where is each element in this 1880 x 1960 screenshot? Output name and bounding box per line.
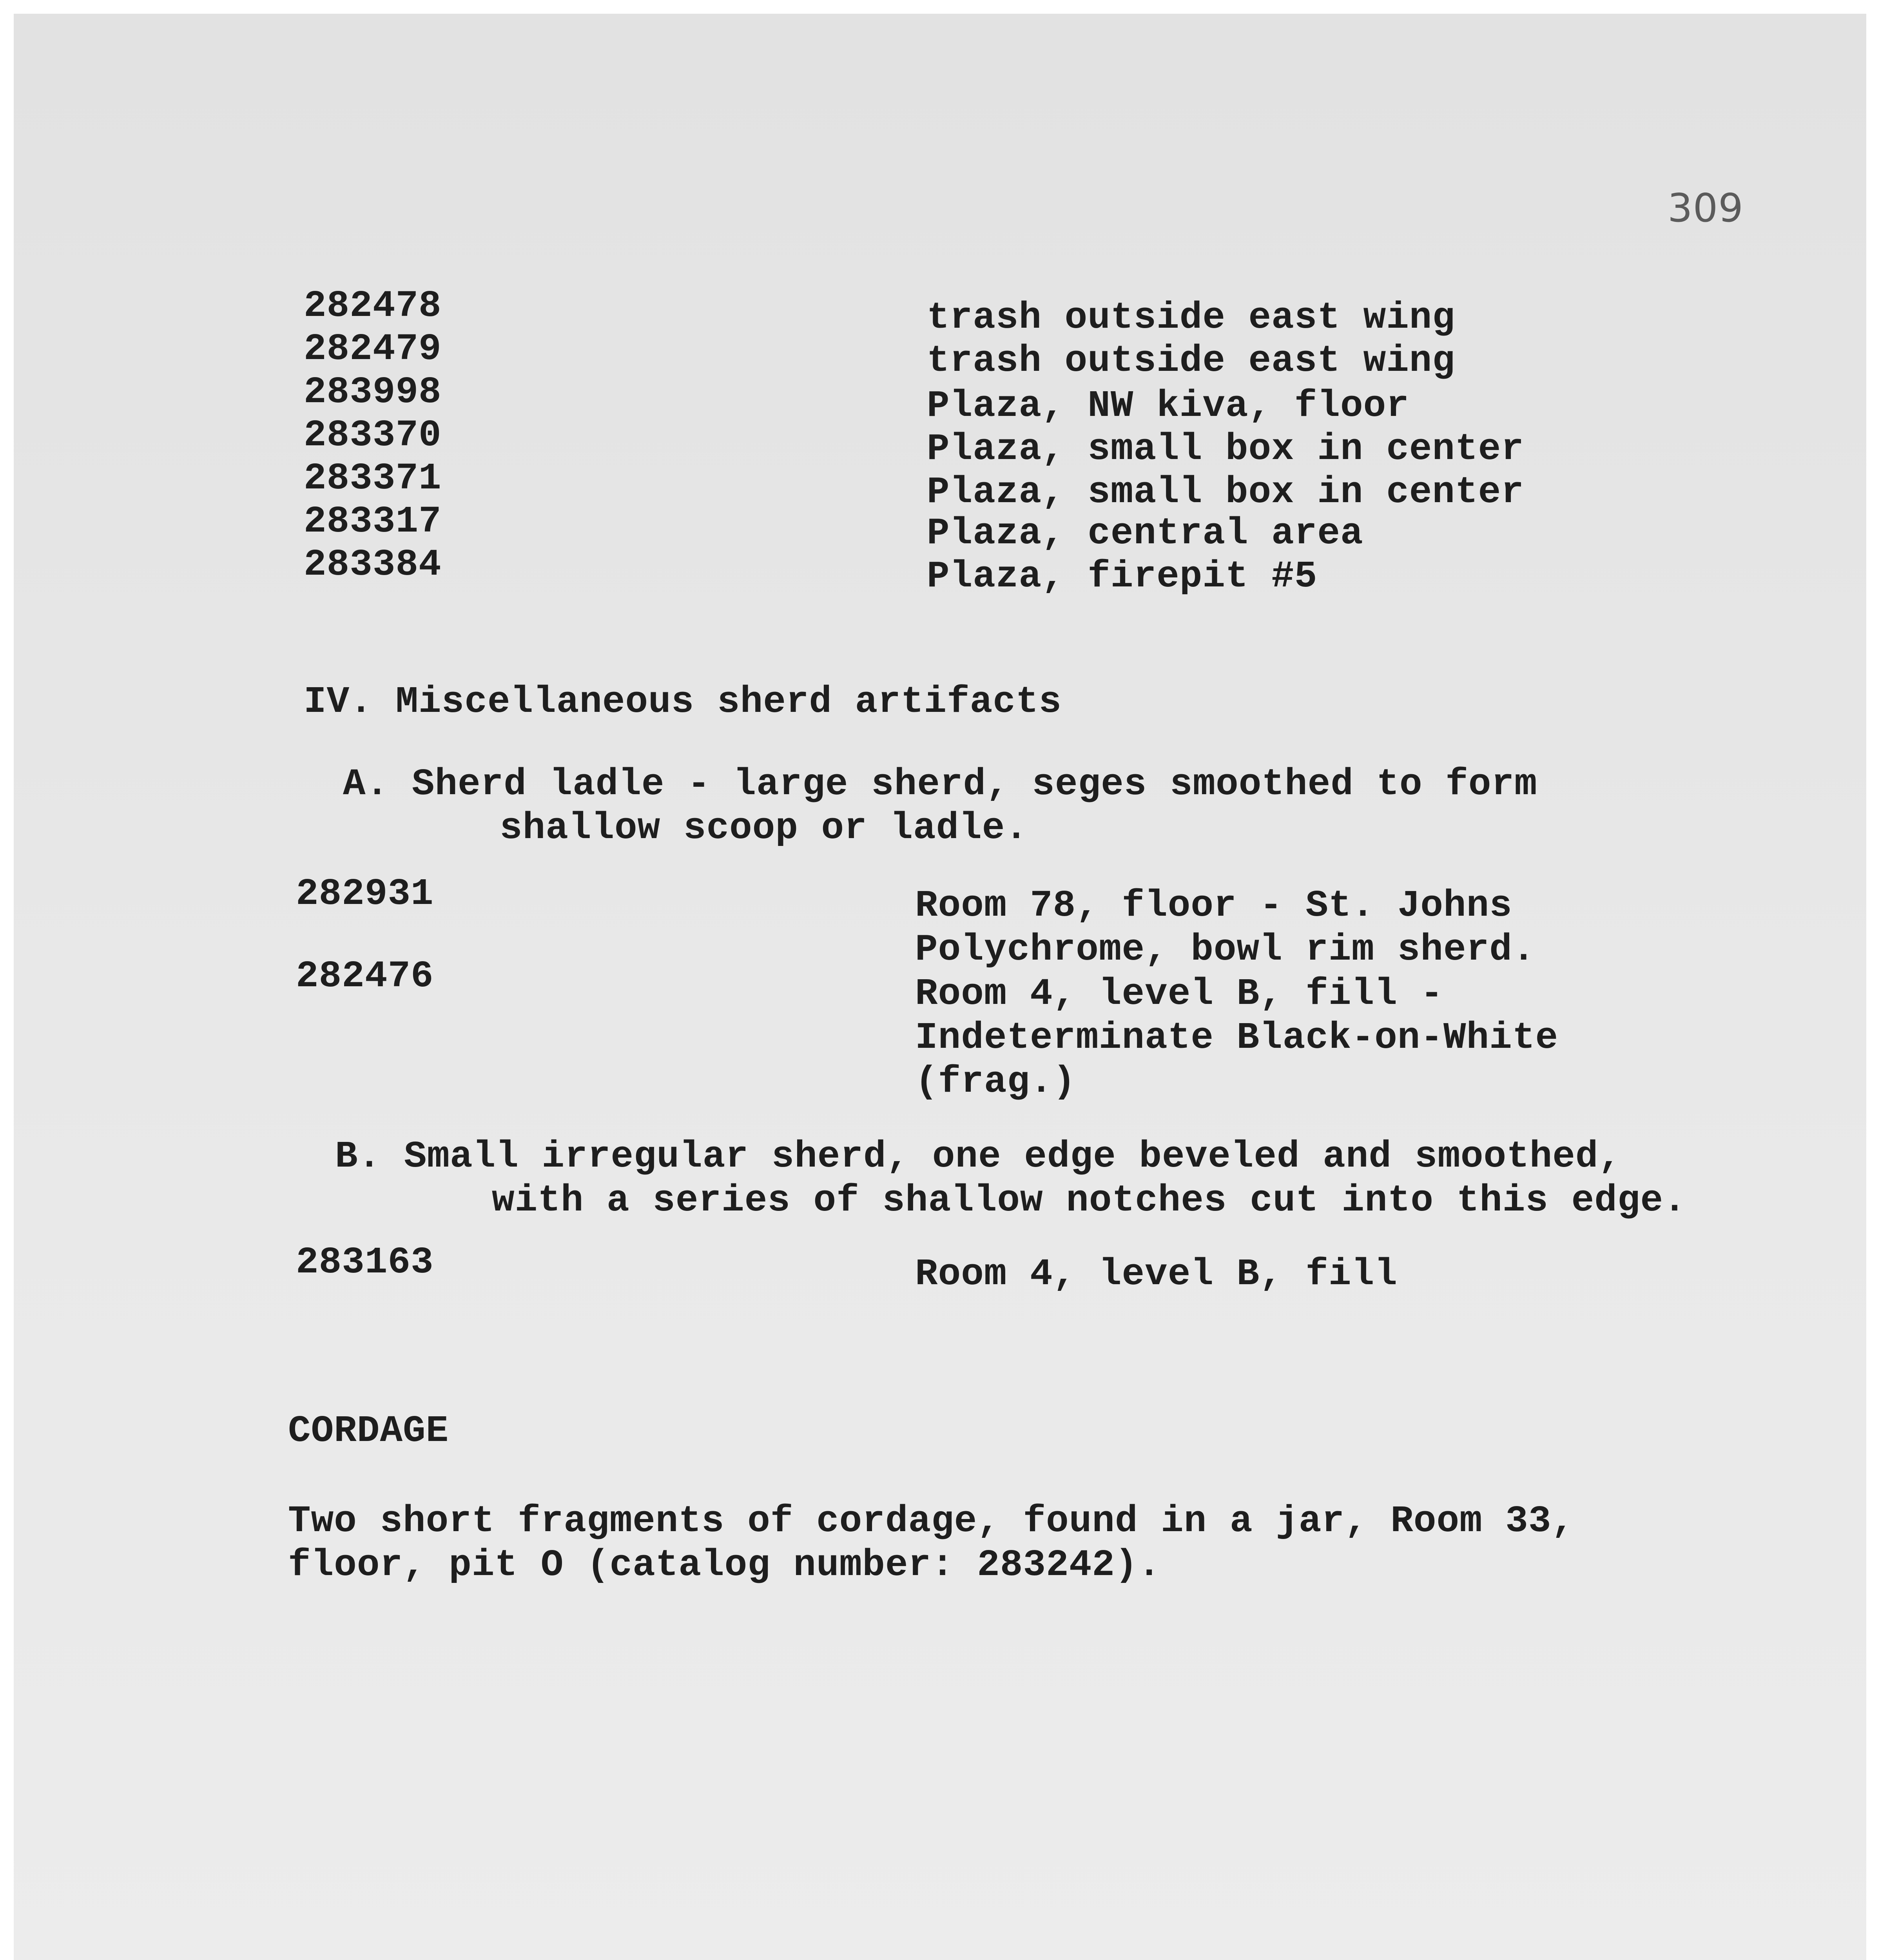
document-page bbox=[14, 14, 1866, 1960]
catalog-number: 283371 bbox=[304, 457, 442, 500]
subsection-a-description bbox=[343, 762, 1537, 850]
catalog-number: 283317 bbox=[304, 500, 442, 543]
catalog-number: 282478 bbox=[304, 285, 442, 327]
cordage-line: Two short fragments of cordage, found in a jar, Room 33, bbox=[288, 1500, 1575, 1543]
catalog-number: 283998 bbox=[304, 371, 442, 414]
catalog-number: 282479 bbox=[304, 328, 442, 370]
catalog-location: trash outside east wing bbox=[927, 296, 1456, 339]
cordage-heading: CORDAGE bbox=[288, 1410, 449, 1452]
subsection-b-description bbox=[335, 1135, 1686, 1223]
subsection-a-line: shallow scoop or ladle. bbox=[500, 807, 1028, 849]
catalog-number: 283370 bbox=[304, 414, 442, 457]
entry-line: Room 78, floor - St. Johns bbox=[915, 884, 1512, 927]
entry-description bbox=[915, 1252, 1398, 1296]
catalog-number: 282931 bbox=[296, 873, 434, 915]
cordage-paragraph bbox=[288, 1499, 1574, 1587]
catalog-location: Plaza, small box in center bbox=[927, 471, 1524, 514]
catalog-number: 282476 bbox=[296, 955, 434, 998]
subsection-b-line: B. Small irregular sherd, one edge beveled and smoothed, bbox=[335, 1135, 1622, 1178]
entry-description bbox=[915, 972, 1558, 1104]
catalog-number: 283163 bbox=[296, 1241, 434, 1284]
catalog-location: trash outside east wing bbox=[927, 339, 1456, 382]
subsection-a-line: A. Sherd ladle - large sherd, seges smoothed to form bbox=[343, 763, 1537, 806]
catalog-number: 283384 bbox=[304, 543, 442, 586]
catalog-location: Plaza, central area bbox=[927, 512, 1363, 555]
entry-line: Room 4, level B, fill bbox=[915, 1253, 1398, 1296]
cordage-line: floor, pit O (catalog number: 283242). bbox=[288, 1544, 1161, 1586]
entry-description bbox=[915, 884, 1535, 972]
entry-line: Indeterminate Black-on-White bbox=[915, 1016, 1559, 1059]
catalog-location: Plaza, NW kiva, floor bbox=[927, 385, 1409, 427]
catalog-location: Plaza, small box in center bbox=[927, 428, 1524, 470]
entry-line: (frag.) bbox=[915, 1060, 1076, 1103]
entry-line: Polychrome, bowl rim sherd. bbox=[915, 928, 1536, 971]
subsection-b-line: with a series of shallow notches cut into this edge. bbox=[492, 1179, 1686, 1222]
catalog-location: Plaza, firepit #5 bbox=[927, 555, 1318, 598]
entry-line: Room 4, level B, fill - bbox=[915, 973, 1444, 1015]
section-heading: IV. Miscellaneous sherd artifacts bbox=[304, 681, 1062, 723]
page-number: 309 bbox=[1668, 185, 1744, 231]
